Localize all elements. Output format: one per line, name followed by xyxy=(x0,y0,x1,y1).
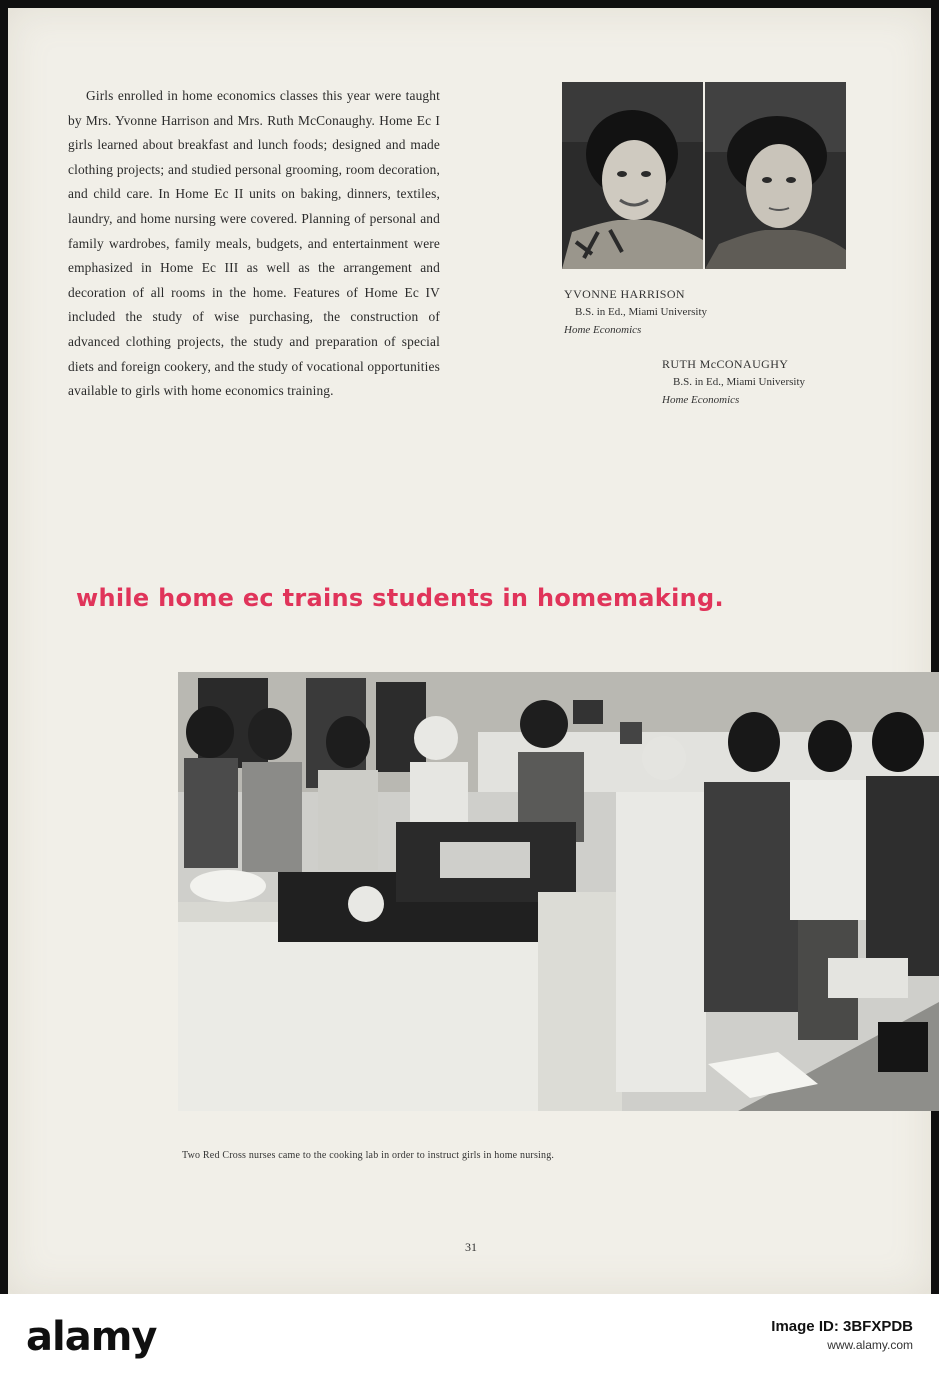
teacher-name: YVONNE HARRISON xyxy=(564,287,686,301)
section-headline: while home ec trains students in homemaking. xyxy=(76,584,724,612)
portrait-yvonne-harrison xyxy=(562,82,703,269)
article-body: Girls enrolled in home economics classes this year were taught by Mrs. Yvonne Harrison and Mrs. Ruth McConaughy. Home Ec I girls learned about breakfast and lunch foods; designed and made clothing projects; and studied personal grooming, room decoration, and child care. In Home Ec II units on baking, dinners, textiles, laundry, and home nursing were covered. Planning of personal and family wardrobes, family meals, budgets, and entertainment were emphasized in Home Ec III as well as the arrangement and decoration of all rooms in the home. Features of Home Ec IV included the study of wise purchasing, the construction of advanced clothing projects, the study and preparation of special diets and foreign cookery, and the study of vocational opportunities available to girls with home economics training. xyxy=(68,88,440,399)
alamy-logo: alamy xyxy=(26,1314,157,1360)
teacher-degree: B.S. in Ed., Miami University xyxy=(673,376,805,388)
image-id: Image ID: 3BFXPDB xyxy=(771,1318,913,1335)
page-number: 31 xyxy=(465,1240,477,1254)
teacher-degree: B.S. in Ed., Miami University xyxy=(575,306,707,318)
cooking-lab-photo xyxy=(178,672,939,1111)
teacher-department: Home Economics xyxy=(564,324,642,336)
caption-yvonne-harrison xyxy=(564,285,707,339)
watermark-details xyxy=(771,1318,913,1354)
photo-caption: Two Red Cross nurses came to the cooking lab in order to instruct girls in home nursing. xyxy=(182,1150,555,1161)
yearbook-page xyxy=(8,8,931,1294)
stock-watermark-bar xyxy=(0,1294,939,1390)
watermark-url: www.alamy.com xyxy=(827,1338,913,1352)
teacher-name: RUTH McCONAUGHY xyxy=(662,357,789,371)
caption-ruth-mcconaughy xyxy=(662,355,805,409)
teacher-department: Home Economics xyxy=(662,394,740,406)
portrait-ruth-mcconaughy xyxy=(705,82,846,269)
